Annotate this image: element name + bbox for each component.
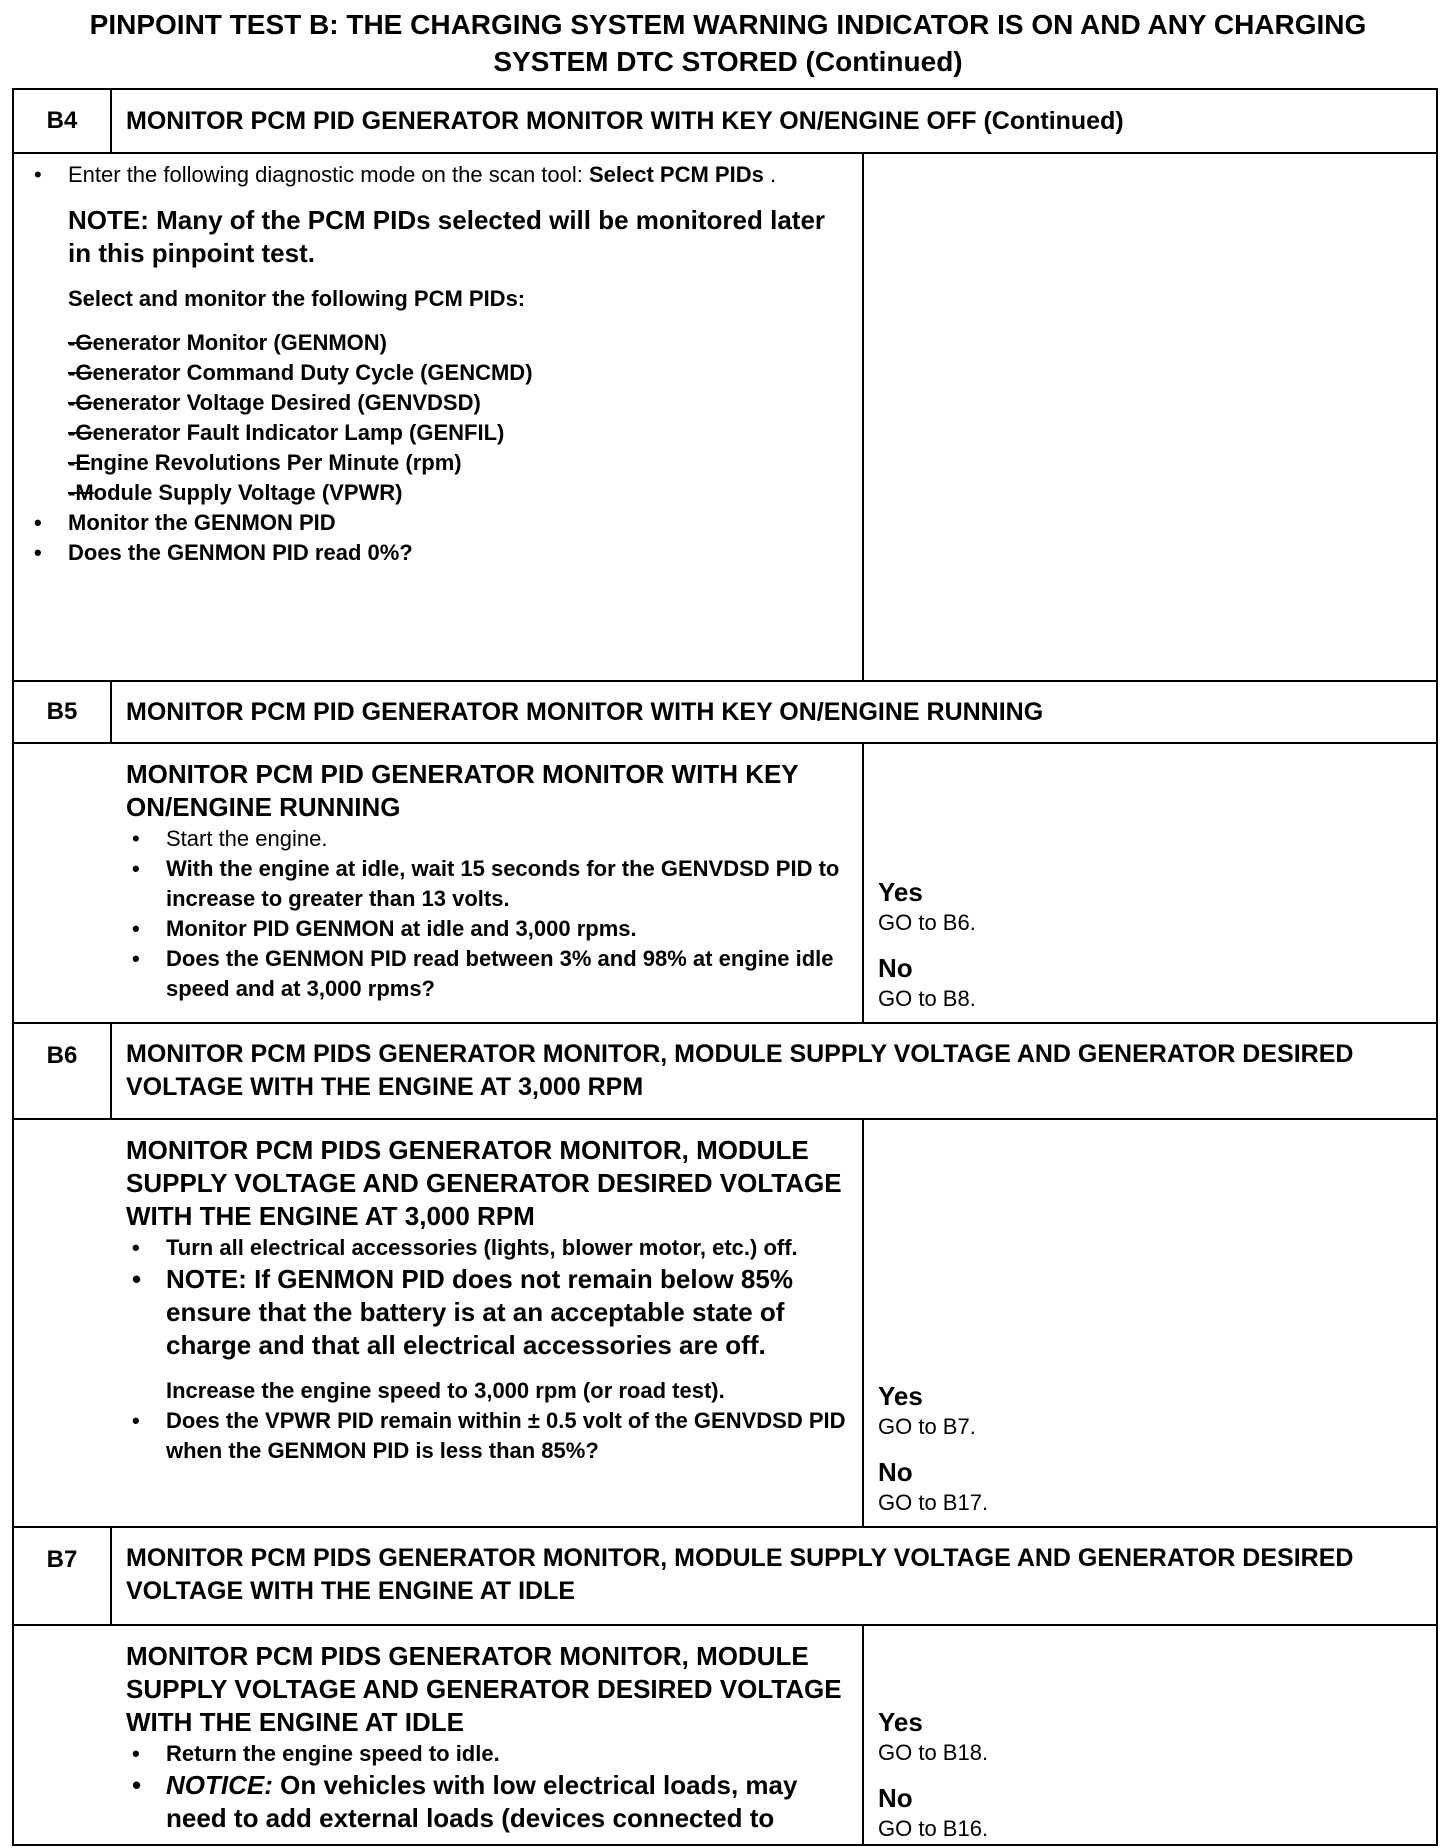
result-cell bbox=[863, 1119, 1437, 1527]
step-body-b5 bbox=[13, 743, 1437, 1023]
list-item: • Enter the following diagnostic mode on the scan tool: Select PCM PIDs . bbox=[28, 160, 848, 190]
yes-label: Yes bbox=[878, 1381, 923, 1411]
step-instructions bbox=[13, 743, 863, 1023]
step-id: B4 bbox=[13, 89, 111, 153]
list-item: • Monitor PID GENMON at idle and 3,000 rpms. bbox=[126, 914, 848, 944]
page-title bbox=[0, 6, 1456, 80]
list-item: • Monitor the GENMON PID bbox=[28, 508, 848, 538]
step-heading: MONITOR PCM PIDS GENERATOR MONITOR, MODULE SUPPLY VOLTAGE AND GENERATOR DESIRED VOLTAGE WITH THE ENGINE AT 3,000 RPM bbox=[111, 1023, 1437, 1119]
no-label: No bbox=[878, 1783, 913, 1813]
step-header-b4 bbox=[13, 89, 1437, 153]
step-heading: MONITOR PCM PID GENERATOR MONITOR WITH KEY ON/ENGINE RUNNING bbox=[111, 681, 1437, 743]
step-header-b7 bbox=[13, 1527, 1437, 1625]
no-action: GO to B16. bbox=[878, 1816, 989, 1841]
step-id: B7 bbox=[13, 1527, 111, 1625]
pid-item: -Module Supply Voltage (VPWR) bbox=[68, 480, 403, 505]
list-item: • Does the VPWR PID remain within ± 0.5 volt of the GENVDSD PID when the GENMON PID is less than 85%? bbox=[126, 1406, 848, 1466]
pid-item: -Generator Command Duty Cycle (GENCMD) bbox=[68, 360, 533, 385]
pid-item: -Generator Monitor (GENMON) bbox=[68, 330, 388, 355]
step-id: B5 bbox=[13, 681, 111, 743]
no-action: GO to B8. bbox=[878, 986, 976, 1011]
list-item: • Start the engine. bbox=[126, 824, 848, 854]
result-cell bbox=[863, 743, 1437, 1023]
yes-action: GO to B18. bbox=[878, 1740, 989, 1765]
pid-item: -Generator Voltage Desired (GENVDSD) bbox=[68, 390, 481, 415]
list-item: • With the engine at idle, wait 15 seconds for the GENVDSD PID to increase to greater than 13 volts. bbox=[126, 854, 848, 914]
list-item: • Does the GENMON PID read 0%? bbox=[28, 538, 848, 568]
pid-item: -Generator Fault Indicator Lamp (GENFIL) bbox=[68, 420, 505, 445]
yes-action: GO to B7. bbox=[878, 1414, 976, 1439]
step-heading: MONITOR PCM PIDS GENERATOR MONITOR, MODULE SUPPLY VOLTAGE AND GENERATOR DESIRED VOLTAGE WITH THE ENGINE AT IDLE bbox=[111, 1527, 1437, 1625]
no-label: No bbox=[878, 1457, 913, 1487]
title-line-2: SYSTEM DTC STORED (Continued) bbox=[493, 46, 963, 77]
yes-action: GO to B6. bbox=[878, 910, 976, 935]
step-header-b5 bbox=[13, 681, 1437, 743]
result-cell bbox=[863, 1625, 1437, 1845]
step-body-b4 bbox=[13, 153, 1437, 681]
notice-item: • NOTICE: On vehicles with low electrical loads, may need to add external loads (devices connected to bbox=[126, 1769, 848, 1835]
increase-text: Increase the engine speed to 3,000 rpm (or road test). bbox=[166, 1378, 725, 1403]
step-header-b6 bbox=[13, 1023, 1437, 1119]
step-instructions bbox=[13, 153, 863, 681]
step-id: B6 bbox=[13, 1023, 111, 1119]
note-text: NOTE: Many of the PCM PIDs selected will be monitored later in this pinpoint test. bbox=[68, 205, 826, 268]
step-body-b6 bbox=[13, 1119, 1437, 1527]
step-heading: MONITOR PCM PID GENERATOR MONITOR WITH KEY ON/ENGINE OFF (Continued) bbox=[111, 89, 1437, 153]
sub-heading: MONITOR PCM PID GENERATOR MONITOR WITH KEY ON/ENGINE RUNNING bbox=[126, 759, 799, 822]
step-instructions bbox=[13, 1625, 863, 1845]
sub-heading: MONITOR PCM PIDS GENERATOR MONITOR, MODULE SUPPLY VOLTAGE AND GENERATOR DESIRED VOLTAGE WITH THE ENGINE AT IDLE bbox=[126, 1641, 842, 1737]
step-body-b7 bbox=[13, 1625, 1437, 1845]
list-item: • Does the GENMON PID read between 3% and 98% at engine idle speed and at 3,000 rpms? bbox=[126, 944, 848, 1004]
note-item: • NOTE: If GENMON PID does not remain below 85% ensure that the battery is at an acceptable state of charge and that all electrical accessories are off. bbox=[126, 1263, 848, 1362]
step-instructions bbox=[13, 1119, 863, 1527]
pid-item: -Engine Revolutions Per Minute (rpm) bbox=[68, 450, 462, 475]
title-line-1: PINPOINT TEST B: THE CHARGING SYSTEM WARNING INDICATOR IS ON AND ANY CHARGING bbox=[89, 9, 1367, 40]
pinpoint-table bbox=[12, 88, 1438, 1846]
sub-heading: MONITOR PCM PIDS GENERATOR MONITOR, MODULE SUPPLY VOLTAGE AND GENERATOR DESIRED VOLTAGE WITH THE ENGINE AT 3,000 RPM bbox=[126, 1135, 842, 1231]
result-cell bbox=[863, 153, 1437, 681]
select-monitor-text: Select and monitor the following PCM PIDs: bbox=[68, 286, 526, 311]
yes-label: Yes bbox=[878, 1707, 923, 1737]
yes-label: Yes bbox=[878, 877, 923, 907]
list-item: • Return the engine speed to idle. bbox=[126, 1739, 848, 1769]
no-label: No bbox=[878, 953, 913, 983]
no-action: GO to B17. bbox=[878, 1490, 989, 1515]
list-item: • Turn all electrical accessories (lights, blower motor, etc.) off. bbox=[126, 1233, 848, 1263]
